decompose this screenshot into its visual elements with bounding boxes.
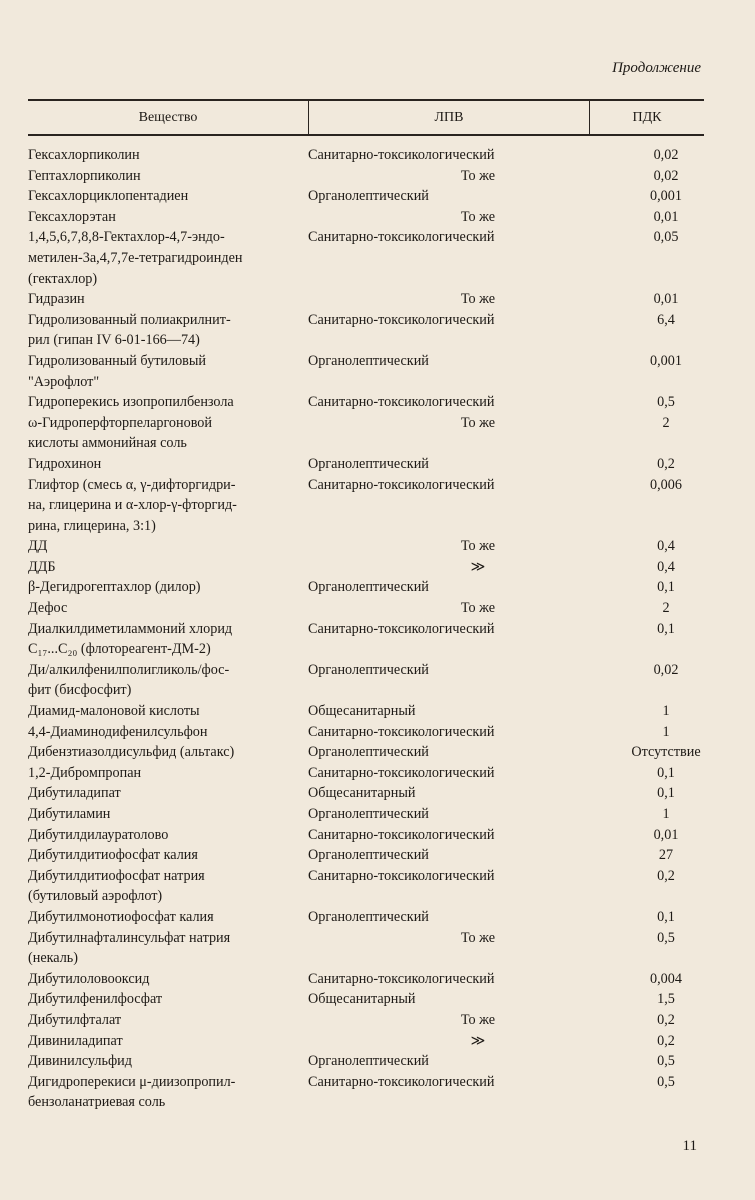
table-row — [28, 928, 704, 969]
table-row — [28, 1072, 704, 1113]
lpv-cell: Санитарно-токсикологический — [308, 970, 495, 987]
pdk-cell: 1 — [662, 723, 670, 740]
substance-line: Дибутилдитиофосфат калия — [28, 847, 198, 864]
table-row — [28, 845, 704, 866]
substance-cell — [28, 166, 308, 187]
substance-line: (бутиловый аэрофлот) — [28, 888, 163, 905]
table-row — [28, 454, 704, 475]
substance-cell — [28, 392, 308, 413]
substance-line: Дибутилмонотиофосфат калия — [28, 908, 214, 925]
pdk-cell: 0,4 — [657, 538, 675, 555]
substance-line: Дибутилдитиофосфат натрия — [28, 867, 205, 884]
substance-line: Глифтор (смесь α, γ-дифторгидри- — [28, 476, 236, 493]
lpv-cell: Санитарно-токсикологический — [308, 147, 495, 163]
pdk-cell: 0,2 — [657, 1011, 675, 1028]
pdk-cell: 0,001 — [650, 188, 682, 205]
lpv-cell: Органолептический — [308, 847, 429, 864]
substance-line: Дефос — [28, 600, 68, 617]
table-row — [28, 351, 704, 392]
substance-line: Диалкилдиметиламмоний хлорид — [28, 620, 233, 637]
table-row — [28, 763, 704, 784]
substance-line: Гексахлорэтан — [28, 208, 116, 225]
pdk-cell: 0,01 — [653, 291, 679, 308]
pdk-cell: 0,02 — [653, 167, 679, 184]
pdk-cell: 2 — [662, 600, 670, 617]
table-row — [28, 289, 704, 310]
pdk-cell: 0,5 — [657, 1073, 675, 1090]
lpv-cell: Санитарно-токсикологический — [308, 723, 495, 740]
table-row — [28, 598, 704, 619]
table-row — [28, 825, 704, 846]
table-row — [28, 1010, 704, 1031]
lpv-cell: То же — [460, 167, 496, 184]
substance-line: β-Дегидрогептахлор (дилор) — [28, 579, 201, 596]
substance-line: Гексахлорциклопентадиен — [28, 188, 189, 205]
table-row — [28, 227, 704, 289]
lpv-cell: Санитарно-токсикологический — [308, 476, 495, 493]
lpv-cell: Санитарно-токсикологический — [308, 826, 495, 843]
substance-line: Дибензтиазолдисульфид (альтакс) — [28, 744, 235, 761]
table-row — [28, 1031, 704, 1052]
substance-cell — [28, 1072, 308, 1113]
substance-line: ДД — [28, 538, 48, 555]
substance-cell — [28, 536, 308, 557]
lpv-cell: Санитарно-токсикологический — [308, 311, 495, 328]
substance-line: "Аэрофлот" — [28, 373, 100, 390]
continuation-label: Продолжение — [612, 60, 701, 76]
table-row — [28, 989, 704, 1010]
substance-cell — [28, 598, 308, 619]
pdk-cell: Отсутствие — [631, 744, 701, 761]
table-row — [28, 475, 704, 537]
lpv-cell: Органолептический — [308, 352, 429, 369]
pdk-cell: 0,2 — [657, 455, 675, 472]
substance-line: Дивиниладипат — [28, 1032, 123, 1049]
pdk-cell: 0,1 — [657, 764, 675, 781]
table-row — [28, 186, 704, 207]
pdk-cell: 0,01 — [653, 826, 679, 843]
lpv-cell: То же — [460, 600, 496, 617]
table-row — [28, 536, 704, 557]
lpv-cell: Санитарно-токсикологический — [308, 229, 495, 246]
substance-cell — [28, 619, 308, 660]
lpv-cell: Санитарно-токсикологический — [308, 394, 495, 411]
substance-cell — [28, 577, 308, 598]
pdk-cell: 0,1 — [657, 908, 675, 925]
substance-line: на, глицерина и α-хлор-γ-фторгид- — [28, 497, 237, 514]
table-row — [28, 619, 704, 660]
substance-line: Гептахлорпиколин — [28, 167, 141, 184]
pdk-cell: 0,004 — [650, 970, 682, 987]
substance-line: Дибутилнафталинсульфат натрия — [28, 929, 231, 946]
substance-line: 1,4,5,6,7,8,8-Гектахлор-4,7-эндо- — [28, 229, 225, 246]
substance-cell — [28, 763, 308, 784]
substance-cell — [28, 227, 308, 289]
lpv-cell: Общесанитарный — [308, 785, 416, 802]
substance-cell — [28, 804, 308, 825]
table-row — [28, 1051, 704, 1072]
substance-line: Гидрохинон — [28, 455, 102, 472]
lpv-cell: То же — [460, 291, 496, 308]
table-row — [28, 557, 704, 578]
table-row — [28, 660, 704, 701]
substance-cell — [28, 186, 308, 207]
substance-line: Гексахлорпиколин — [28, 147, 140, 163]
substance-line: Дибутилдилауратолово — [28, 826, 169, 843]
substance-line: Диамид-малоновой кислоты — [28, 703, 200, 720]
pdk-cell: 0,006 — [650, 476, 682, 493]
substance-cell — [28, 660, 308, 701]
substance-cell — [28, 351, 308, 392]
substance-line: кислоты аммонийная соль — [28, 435, 187, 452]
lpv-cell: ≫ — [470, 558, 486, 575]
substance-cell — [28, 845, 308, 866]
table-row — [28, 577, 704, 598]
substance-line: 4,4-Диаминодифенилсульфон — [28, 723, 208, 740]
substance-cell — [28, 454, 308, 475]
substance-line: фит (бисфосфит) — [28, 682, 132, 699]
substance-line: 1,2-Дибромпропан — [28, 764, 142, 781]
table-row — [28, 310, 704, 351]
substance-line: Дибутиламин — [28, 806, 111, 822]
substance-line: Дибутилоловооксид — [28, 970, 150, 987]
substance-cell — [28, 475, 308, 537]
substance-line: Дивинилсульфид — [28, 1053, 132, 1070]
substance-cell — [28, 1031, 308, 1052]
table-row — [28, 392, 704, 413]
pdk-cell: 0,1 — [657, 579, 675, 596]
substance-cell — [28, 989, 308, 1010]
pdk-cell: 0,5 — [657, 394, 675, 411]
pdk-cell: 0,001 — [650, 352, 682, 369]
pdk-cell: 27 — [658, 847, 674, 864]
pdk-cell: 0,1 — [657, 620, 675, 637]
substance-line: С₁₇...С₂₀ (флотореагент-ДМ-2) — [28, 641, 211, 658]
table-row — [28, 413, 704, 454]
pdk-cell: 0,5 — [657, 1053, 675, 1070]
substance-line: Гидроперекись изопропилбензола — [28, 394, 234, 411]
pdk-cell: 0,5 — [657, 929, 675, 946]
table-body — [28, 145, 704, 1113]
lpv-cell: Общесанитарный — [308, 703, 416, 720]
pdk-cell: 0,1 — [657, 785, 675, 802]
pdk-cell: 0,02 — [653, 147, 679, 163]
substance-cell — [28, 1051, 308, 1072]
lpv-cell: Органолептический — [308, 661, 429, 678]
table-row — [28, 701, 704, 722]
lpv-cell: Органолептический — [308, 455, 429, 472]
table-row — [28, 145, 704, 166]
lpv-cell: Органолептический — [308, 908, 429, 925]
substance-cell — [28, 207, 308, 228]
table-row — [28, 907, 704, 928]
substance-line: (некаль) — [28, 950, 78, 967]
lpv-cell: Органолептический — [308, 1053, 429, 1070]
pdk-cell: 0,01 — [653, 208, 679, 225]
lpv-cell: Органолептический — [308, 744, 429, 761]
lpv-cell: Органолептический — [308, 806, 429, 822]
substance-line: рина, глицерина, 3:1) — [28, 517, 156, 534]
substance-line: Дибутиладипат — [28, 785, 121, 802]
substance-cell — [28, 825, 308, 846]
column-header-pdk: ПДК — [632, 109, 662, 125]
lpv-cell: Санитарно-токсикологический — [308, 620, 495, 637]
pdk-cell: 0,02 — [653, 661, 679, 678]
substance-cell — [28, 310, 308, 351]
substance-cell — [28, 928, 308, 969]
lpv-cell: То же — [460, 1011, 496, 1028]
lpv-cell: ≫ — [470, 1032, 486, 1049]
substance-line: метилен-3а,4,7,7е-тетрагидроинден — [28, 249, 243, 266]
lpv-cell: То же — [460, 414, 496, 431]
table-row — [28, 969, 704, 990]
substance-cell — [28, 722, 308, 743]
lpv-cell: То же — [460, 929, 496, 946]
table-row — [28, 166, 704, 187]
substance-cell — [28, 1010, 308, 1031]
substance-line: Дибутилфталат — [28, 1011, 122, 1028]
pdk-cell: 2 — [662, 414, 670, 431]
pdk-cell: 6,4 — [657, 311, 675, 328]
column-header-substance: Вещество — [138, 109, 198, 125]
pdk-cell: 0,2 — [657, 867, 675, 884]
lpv-cell: Общесанитарный — [308, 991, 416, 1008]
pdk-cell: 0,2 — [657, 1032, 675, 1049]
substance-line: Гидролизованный полиакрилнит- — [28, 311, 231, 328]
pdk-cell: 1 — [662, 806, 670, 822]
pdk-cell: 1,5 — [657, 991, 675, 1008]
substance-line: Ди/алкилфенилполигликоль/фос- — [28, 661, 230, 678]
table-row — [28, 866, 704, 907]
lpv-cell: Санитарно-токсикологический — [308, 764, 495, 781]
substance-cell — [28, 742, 308, 763]
substance-line: рил (гипан IV 6-01-166—74) — [28, 332, 200, 349]
table-header — [28, 99, 704, 136]
pdk-cell: 0,4 — [657, 558, 675, 575]
lpv-cell: То же — [460, 538, 496, 555]
substance-cell — [28, 557, 308, 578]
pdk-cell: 0,05 — [653, 229, 679, 246]
substance-cell — [28, 701, 308, 722]
table-row — [28, 783, 704, 804]
substance-line: Гидролизованный бутиловый — [28, 352, 206, 369]
column-header-lpv: ЛПВ — [308, 101, 590, 134]
substance-cell — [28, 413, 308, 454]
lpv-cell: Органолептический — [308, 188, 429, 205]
lpv-cell: Санитарно-токсикологический — [308, 1073, 495, 1090]
substance-cell — [28, 289, 308, 310]
lpv-cell: То же — [460, 208, 496, 225]
lpv-cell: Санитарно-токсикологический — [308, 867, 495, 884]
table-row — [28, 804, 704, 825]
substance-line: бензоланатриевая соль — [28, 1094, 166, 1111]
substance-line: (гектахлор) — [28, 270, 98, 287]
substance-cell — [28, 866, 308, 907]
substance-line: Гидразин — [28, 291, 85, 308]
substance-line: Дибутилфенилфосфат — [28, 991, 163, 1008]
substance-cell — [28, 907, 308, 928]
table-row — [28, 742, 704, 763]
table-row — [28, 722, 704, 743]
substance-cell — [28, 145, 308, 166]
substance-line: ω-Гидроперфторпеларгоновой — [28, 414, 212, 431]
substance-cell — [28, 969, 308, 990]
pdk-cell: 1 — [662, 703, 670, 720]
substance-line: Дигидроперекиси μ-диизопропил- — [28, 1073, 236, 1090]
substance-cell — [28, 783, 308, 804]
substance-line: ДДБ — [28, 558, 56, 575]
page-number: 11 — [682, 1138, 697, 1154]
table-row — [28, 207, 704, 228]
lpv-cell: Органолептический — [308, 579, 429, 596]
